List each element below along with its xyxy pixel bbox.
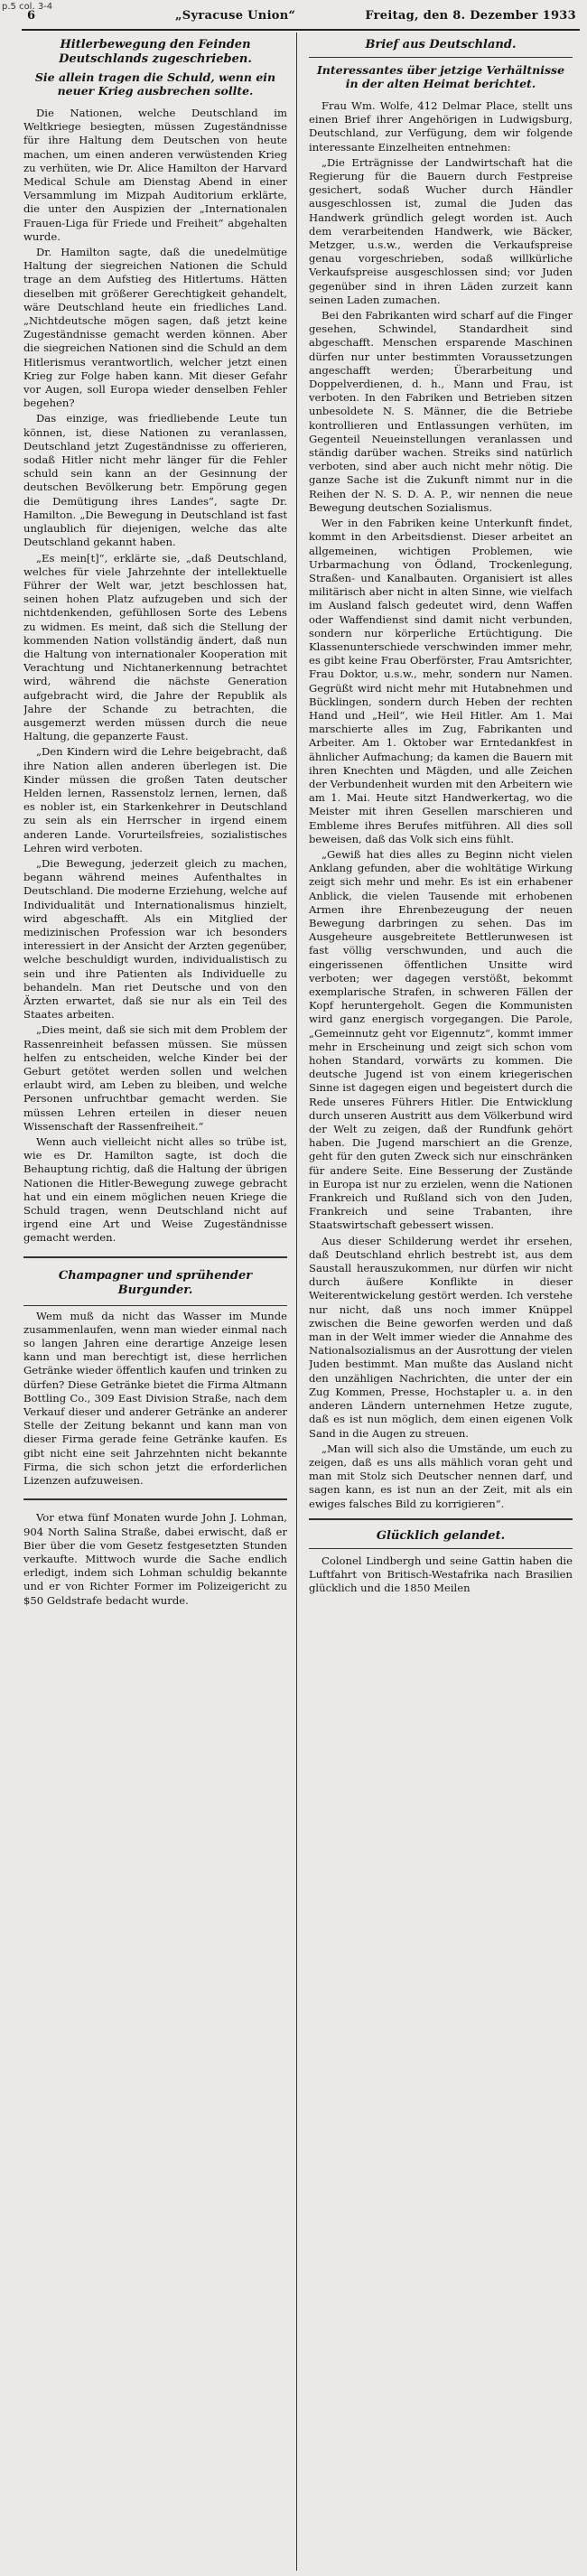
article-lindbergh [309,1518,573,1596]
article-lohman-notice [23,1511,287,1618]
article-letter-from-germany [309,38,573,1511]
paragraph: Das einzige, was friedliebende Leute tun können, ist, diese Nationen zu veranlassen, Deutschland jetzt Zugeständnisse zu offerieren, sodaß Hitler nicht mehr länger für die Fehler schuld sein kann an der Gesinnung der deutschen Bevölkerung betr. Empörung gegen die Demütigung ihres Landes“, sagte Dr. Hamilton. „Die Bewegung in Deutschland ist fast unglaublich für diejenigen, welche das alte Deutschland gekannt haben. [23,412,287,549]
article-body [23,1310,287,1489]
paragraph: Frau Wm. Wolfe, 412 Delmar Place, stellt uns einen Brief ihrer Angehörigen in Ludwigsburg, Deutschland, zur Verfügung, dem wir folgende interessante Einzelheiten entnehmen: [309,99,573,154]
newspaper-name: „Syracuse Union“ [175,9,296,23]
scan-label: p.5 col. 3-4 [2,2,53,12]
paragraph: Colonel Lindbergh und seine Gattin haben die Luftfahrt von Britisch-Westafrika nach Brasilien glücklich und die 1850 Meilen [309,1554,573,1595]
article-headline: Brief aus Deutschland. [309,38,573,58]
article-headline: Glücklich gelandet. [309,1529,573,1549]
masthead [22,5,580,31]
article-body [309,99,573,1511]
left-column [23,36,287,2565]
article-headline: Champagner und sprühender Burgunder. [23,1269,287,1306]
article-champagne [23,1269,287,1501]
article-hitler-movement [23,38,287,1258]
paragraph: Wer in den Fabriken keine Unterkunft findet, kommt in den Arbeitsdienst. Dieser arbeitet an allgemeinen, wichtigen Problemen, wie Urbarmachung von Ödland, Trockenlegung, Straßen- und Kanalbauten. Organisiert ist alles militärisch aber nicht in alten Sinne, wie vielfach im Ausland falsch gedeutet wird, denn Waffen oder Waffendienst sind damit nicht verbunden, sondern nur körperliche Ertüchtigung. Die Klassenunterschiede verschwinden immer mehr, es gibt keine Frau Oberförster, Frau Amtsrichter, Frau Doktor, u.s.w., mehr, sondern nur Namen. Gegrüßt wird nicht mehr mit Hutabnehmen und Bücklingen, sondern durch Heben der rechten Hand und „Heil“, wie Heil Hitler. Am 1. Mai marschierte alles im Zug, Fabrikanten und Arbeiter. Am 1. Oktober war Erntedankfest in ähnlicher Aufmachung; da kamen die Bauern mit ihren Knechten und Mägden, und alle Zeichen der Verbundenheit wurden mit den Arbeitern wie am 1. Mai. Heute sitzt Handwerkertag, wo die Meister mit ihren Gesellen marschieren und Embleme ihres Berufes mitführen. All dies soll beweisen, daß das Volk sich eins fühlt. [309,517,573,845]
paragraph: Bei den Fabrikanten wird scharf auf die Finger gesehen, Schwindel, Standardheit sind abgeschafft. Menschen ersparende Maschinen dürfen nur unter bestimmten Voraussetzungen angeschafft werden; Überarbeitung und Doppelverdienen, d. h., Mann und Frau, ist verboten. In den Fabriken und Betrieben sitzen unbesoldete N. S. Männer, die die Betriebe kontrollieren und Entlassungen verhüten, im Gegenteil Neueinstellungen veranlassen und ständig darüber wachen. Streiks sind natürlich verboten, sind aber auch nicht mehr nötig. Die ganze Sache ist die Zukunft nimmt nur in die Reihen der N. S. D. A. P., wir nennen die neue Bewegung deutschen Sozialismus. [309,309,573,514]
paragraph: „Den Kindern wird die Lehre beigebracht, daß ihre Nation allen anderen überlegen ist. Die Kinder müssen die großen Taten deutscher Helden lernen, Rassenstolz lernen, lernen, daß es nobler ist, ein Starkenkehrer in Deutschland zu sein als ein Herrscher in irgend einem anderen Lande. Vorurteilsfreies, sozialistisches Lehren wird verboten. [23,745,287,854]
article-subhead: Sie allein tragen die Schuld, wenn ein neuer Krieg ausbrechen sollte. [34,70,276,98]
paragraph: Dr. Hamilton sagte, daß die unedelmütige Haltung der siegreichen Nationen die Schuld trage an dem Aufstieg des Hitlertums. Hätten dieselben mit größerer Gerechtigkeit gehandelt, wäre Deutschland heute ein friedliches Land. „Nichtdeutsche mögen sagen, daß jetzt keine Zugeständnisse gemacht werden können. Aber die siegreichen Nationen sind die Schuld an dem Hitlerismus verantwortlich, welcher jetzt einen Krieg zur Folge haben kann. Mit dieser Gefahr vor Augen, soll Europa wieder denselben Fehler begehen? [23,246,287,410]
paragraph: „Es mein[t]“, erklärte sie, „daß Deutschland, welches für viele Jahrzehnte der intellektuelle Führer der Welt war, jetzt beschlossen hat, seinen hohen Platz aufzugeben und sich der nichtdenkenden, gefühllosen Sorte des Lebens zu widmen. Es meint, daß sich die Stellung der kommenden Nation vollständig ändert, daß nun die Haltung von internationaler Kooperation mit Verachtung und Nichtanerkennung betrachtet wird, während die nächste Generation aufgebracht wird, die Jahre der Republik als Jahre der Schande zu betrachten, die ausgemerzt werden müssen durch die neue Haltung, die gepanzerte Faust. [23,551,287,743]
paragraph: „Gewiß hat dies alles zu Beginn nicht vielen Anklang gefunden, aber die wohltätige Wirkung zeigt sich mehr und mehr. Es ist ein erhabener Anblick, die vielen Tausende mit erhobenen Armen ihre Ehrenbezeugung der neuen Bewegung darbringen zu sehen. Das im Ausgeheure ausgebreitete Bettlerunwesen ist fast völlig verschwunden, und auch die eingerissenen öffentlichen Unsitte wird verboten; wer dagegen verstößt, bekommt exemplarische Strafen, in schweren Fällen der Kopf heruntergeholt. Gegen die Kommunisten wird ganz energisch vorgegangen. Die Parole, „Gemeinnutz geht vor Eigennutz“, kommt immer mehr in Erscheinung und zeigt sich schon vom hohen Standard, vorwärts zu kommen. Die deutsche Jugend ist von einem kriegerischen Sinne ist dagegen eigen und begeistert durch die Rede unseres Führers Hitler. Die Entwicklung durch unseren Austritt aus dem Völkerbund wird der Welt zu zeigen, daß der Rundfunk gehört haben. Die Jugend marschiert an die Grenze, geht für den guten Zweck sich nur einschränken für andere Seite. Eine Besserung der Zustände in Europa ist nur zu erzielen, wenn die Nationen Frankreich und Rußland sich von den Juden, Frankreich und seine Trabanten, ihre Staatswirtschaft gebessert wissen. [309,847,573,1232]
article-headline: Hitlerbewegung den Feinden Deutschlands zugeschrieben. [59,38,252,66]
article-subhead: Interessantes über jetzige Verhältnisse in der alten Heimat berichtet. [316,63,565,90]
issue-date: Freitag, den 8. Dezember 1933 [365,9,576,23]
column-rule [296,33,297,2571]
paragraph: Aus dieser Schilderung werdet ihr ersehen, daß Deutschland ehrlich bestrebt ist, aus dem Saustall herauszukommen, nur dürfen wir nicht durch äußere Konflikte in dieser Weiterentwickelung gestört werden. Ich verstehe nur nicht, daß uns noch immer Knüppel zwischen die Beine geworfen werden und daß man in der Welt immer wieder die Annahme des Nationalsozialismus an der Ausrottung der vielen Juden bestimmt. Man mußte das Ausland nicht den unzähligen Nachrichten, die unter der ein Zug Kommen, Presse, Hochstapler u. a. in den anderen Ländern unternehmen Hetze zugute, daß es ist nun möglich, dem einen eigenen Volk Sand in die Augen zu streuen. [309,1234,573,1440]
page-number: 6 [27,9,36,23]
paragraph: Die Nationen, welche Deutschland im Weltkriege besiegten, müssen Zugeständnisse für ihre Haltung dem Deutschen von heute machen, um einen anderen verwüstenden Krieg zu verhüten, wie Dr. Alice Hamilton der Harvard Medical Schule am Dienstag Abend in einer Versammlung im Mizpah Auditorium erklärte, die unter den Auspizien der „Internationalen Frauen-Liga für Friede und Freiheit“ abgehalten wurde. [23,107,287,243]
article-body [23,107,287,1246]
right-column [309,36,573,2565]
paragraph: Wenn auch vielleicht nicht alles so trübe ist, wie es Dr. Hamilton sagte, ist doch die Behauptung richtig, daß die Haltung der übrigen Nationen die Hitler-Bewegung zuwege gebracht hat und ein einem möglichen neuen Kriege die Schuld tragen, wenn Deutschland nicht auf irgend eine Art und Weise Zugeständnisse gemacht werden. [23,1135,287,1245]
paragraph: „Die Bewegung, jederzeit gleich zu machen, begann während meines Aufenthaltes in Deutschland. Die moderne Erziehung, welche auf Individualität und Internationalismus hinzielt, wird abgeschafft. Als ein Mitglied der medizinischen Profession war ich besonders interessiert in der Ansicht der Arzten gegenüber, welche beschuldigt wurden, individualistisch zu sein und ihre Patienten als Individuelle zu behandeln. Man riet Deutsche und von den Ärzten erwartet, daß sie nur als ein Teil des Staates arbeiten. [23,856,287,1022]
paragraph: „Dies meint, daß sie sich mit dem Problem der Rassenreinheit befassen müssen. Sie müssen helfen zu entscheiden, welche Kinder bei der Geburt getötet werden sollen und welchen erlaubt wird, am Leben zu bleiben, und welche Personen unfruchtbar gemacht werden. Sie müssen Lehren erteilen in dieser neuen Wissenschaft der Rassenfreiheit.“ [23,1023,287,1133]
paragraph: Vor etwa fünf Monaten wurde John J. Lohman, 904 North Salina Straße, dabei erwischt, daß er Bier über die vom Gesetz festgesetzten Stunden verkaufte. Mittwoch wurde die Sache endlich erledigt, indem sich Lohman schuldig bekannte und er von Richter Former im Polizeigericht zu $50 Geldstrafe bedacht wurde. [23,1511,287,1607]
paragraph: „Man will sich also die Umstände, um euch zu zeigen, daß es uns alls mählich voran geht und man mit Stolz sich Deutscher nennen darf, und sagen kann, es ist nun an der Zeit, mit als ein ewiges falsches Bild zu korrigieren“. [309,1442,573,1510]
paragraph: Wem muß da nicht das Wasser im Munde zusammenlaufen, wenn man wieder einmal nach so langen Jahren eine derartige Anzeige lesen kann und man berechtigt ist, diese herrlichen Getränke wieder öffentlich kaufen und trinken zu dürfen? Diese Getränke bietet die Firma Altmann Bottling Co., 309 East Division Straße, nach dem Verkauf dieser und anderer Getränke an anderer Stelle der Zeitung bekannt und kann man von dieser Firma gerade feine Getränke kaufen. Es gibt nicht eine seit Jahrzehnten nicht bekannte Firma, die sich schon jetzt die erforderlichen Lizenzen aufzuweisen. [23,1309,287,1488]
paragraph: „Die Erträgnisse der Landwirtschaft hat die Regierung für die Bauern durch Festpreise gesichert, sodaß Wucher durch Händler ausgeschlossen ist, zumal die Juden das Handwerk gründlich gelegt worden ist. Auch dem verarbeitenden Handwerk, wie Bäcker, Metzger, u.s.w., werden die Verkaufspreise genau vorgeschrieben, sodaß willkürliche Verkaufspreise ausgeschlossen sind; vor Juden gegenüber sind in ihren Läden zurzeit kann seinen Laden zumachen. [309,155,573,306]
